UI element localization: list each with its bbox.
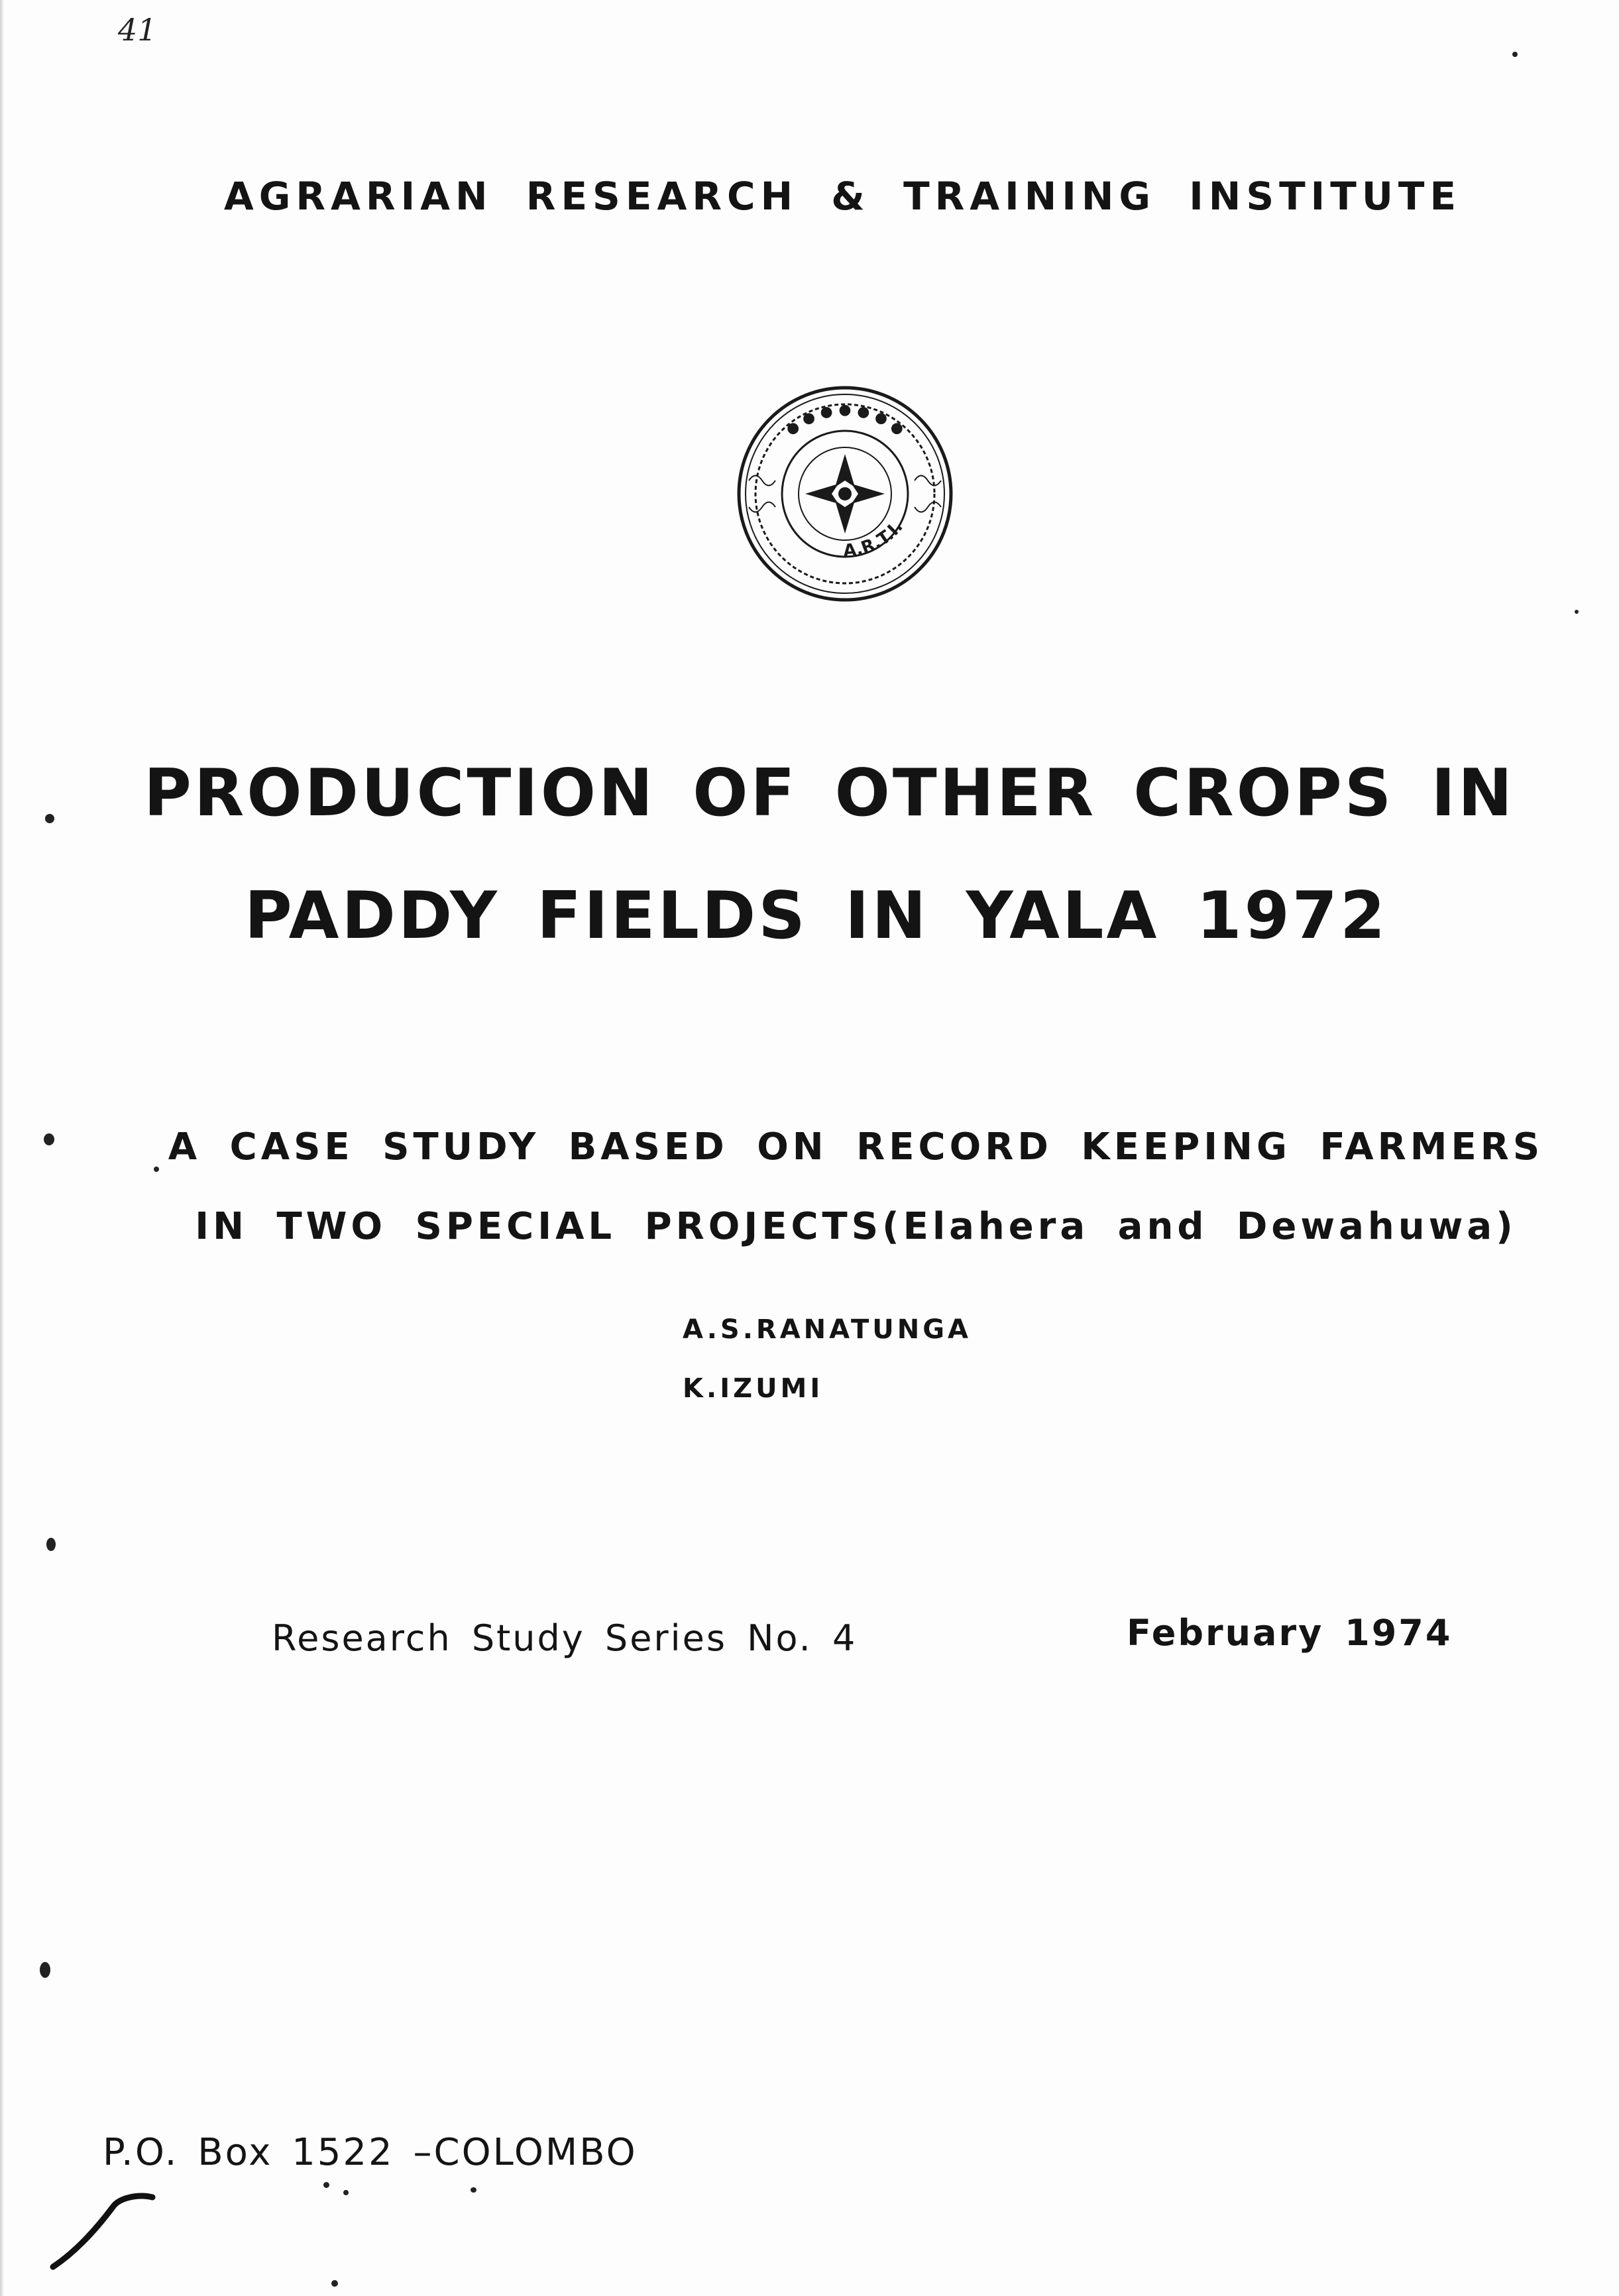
scan-speck xyxy=(343,2190,349,2195)
scan-speck xyxy=(44,1133,54,1145)
author-name: A.S.RANATUNGA xyxy=(683,1314,972,1345)
series-label: Research Study Series No. 4 xyxy=(272,1617,858,1659)
institute-name: AGRARIAN RESEARCH & TRAINING INSTITUTE xyxy=(223,174,1462,219)
scan-speck xyxy=(154,1167,159,1172)
scan-speck xyxy=(1512,52,1518,57)
document-title-line-1: PRODUCTION OF OTHER CROPS IN xyxy=(144,756,1515,831)
scan-speck xyxy=(46,1538,56,1551)
subtitle-line-1: A CASE STUDY BASED ON RECORD KEEPING FARMERS xyxy=(168,1125,1544,1169)
subtitle-line-2: IN TWO SPECIAL PROJECTS(Elahera and Dewahuwa) xyxy=(195,1205,1517,1248)
pen-stroke-mark xyxy=(46,2181,166,2273)
institute-seal-icon xyxy=(732,381,958,606)
scan-speck xyxy=(1575,610,1579,614)
handwritten-page-mark: 41 xyxy=(118,12,157,48)
scan-speck xyxy=(45,814,54,823)
scan-speck xyxy=(331,2280,338,2287)
publication-date: February 1974 xyxy=(1127,1612,1453,1654)
scan-speck xyxy=(471,2187,476,2193)
postal-address: P.O. Box 1522 –COLOMBO xyxy=(103,2131,638,2174)
svg-text:A.R.T.I.: A.R.T.I. xyxy=(842,517,907,561)
author-name: K.IZUMI xyxy=(683,1373,824,1404)
svg-text:● ● ● ● ● ● ●: ● ● ● ● ● ● ● xyxy=(782,402,908,439)
document-title-line-2: PADDY FIELDS IN YALA 1972 xyxy=(244,878,1388,954)
scan-speck xyxy=(40,1962,50,1978)
scan-speck xyxy=(323,2182,329,2188)
